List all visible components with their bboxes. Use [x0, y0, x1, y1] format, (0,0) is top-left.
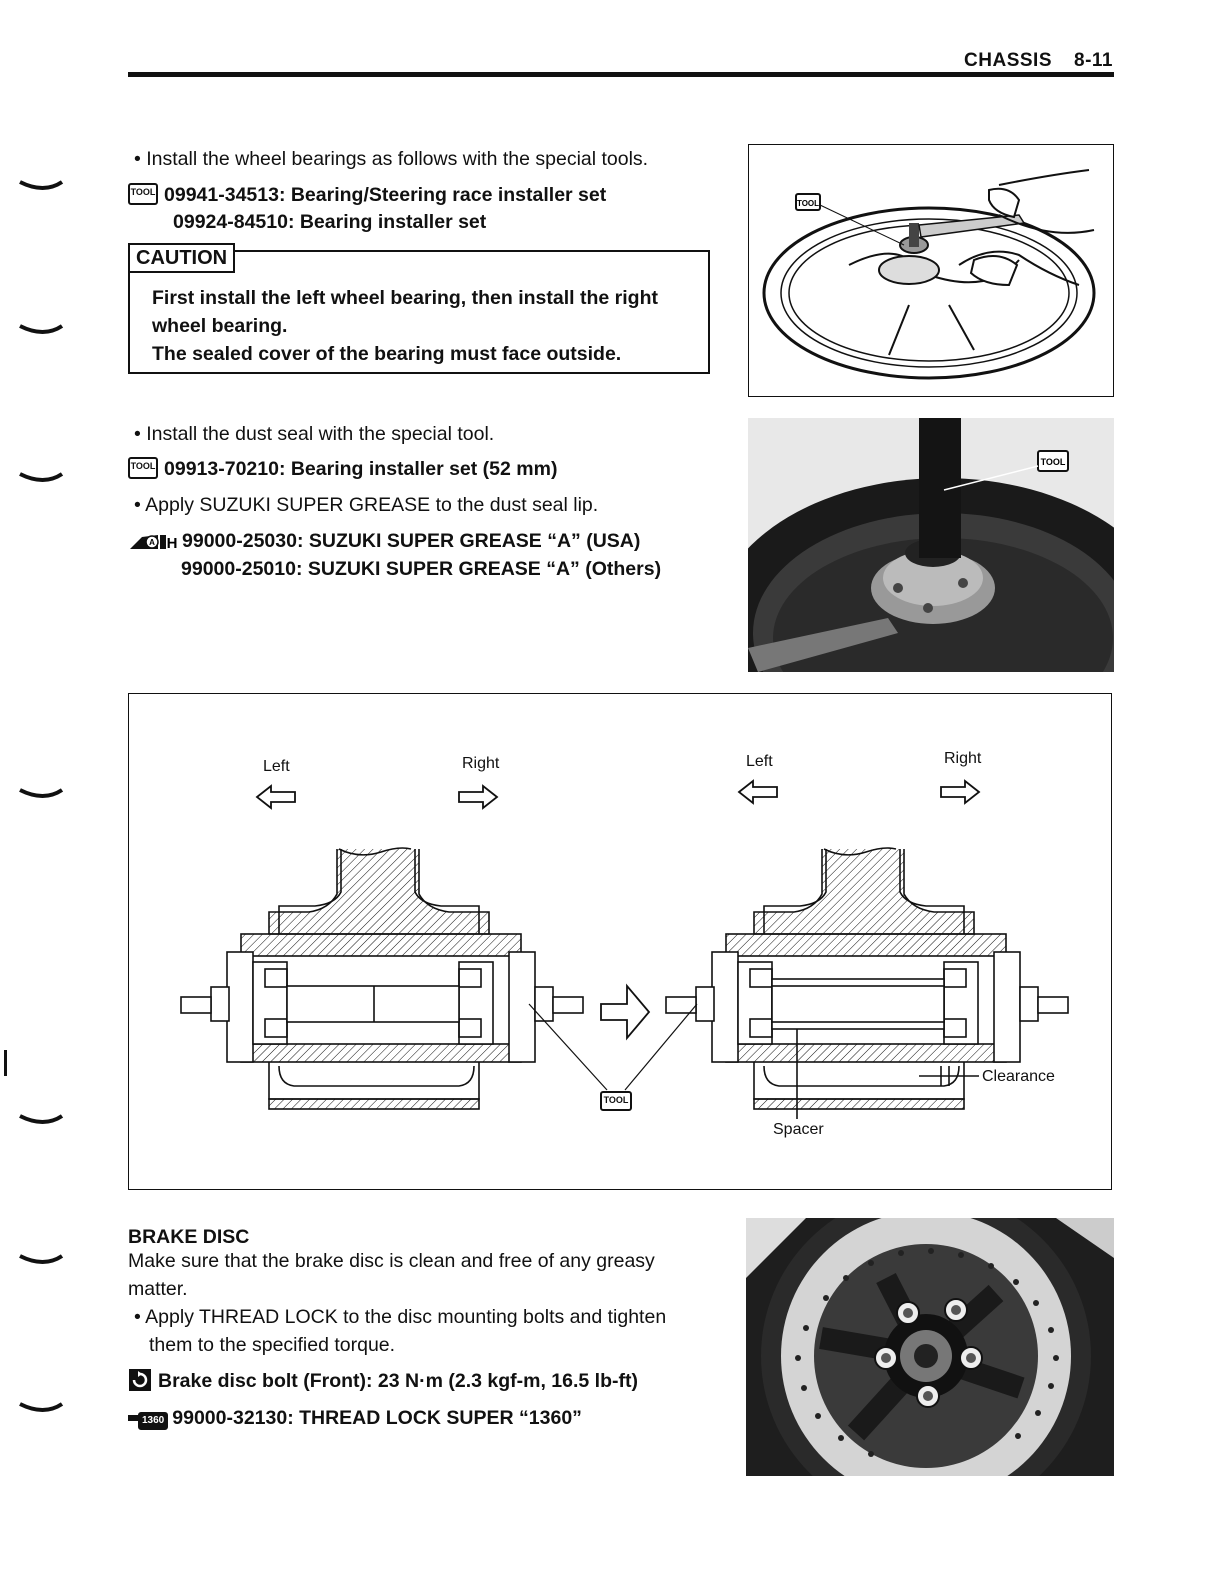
binding-mark [18, 178, 64, 198]
brake-disc-heading: BRAKE DISC [128, 1226, 250, 1248]
page-number: 8-11 [1074, 50, 1113, 71]
svg-text:A: A [149, 537, 155, 547]
thread-lock-line: 99000-32130: THREAD LOCK SUPER “1360” [172, 1407, 582, 1429]
thread-lock-bullet-1: • Apply THREAD LOCK to the disc mounting bolts and tighten [134, 1303, 666, 1331]
caution-line-3: The sealed cover of the bearing must face outside. [152, 343, 622, 365]
left-hub-drawing [181, 848, 583, 1109]
clearance-label: Clearance [982, 1068, 1055, 1085]
caution-line-1: First install the left wheel bearing, then install the right [152, 287, 658, 309]
left-arrow-icon [257, 781, 777, 808]
right-label-2: Right [944, 750, 982, 767]
right-hub-drawing [666, 848, 1068, 1119]
thread-lock-icon: 1360 [128, 1403, 168, 1431]
tool-icon: TOOL [128, 457, 158, 479]
bearing-install-illustration [748, 144, 1114, 397]
svg-text:H: H [166, 534, 178, 551]
binding-mark [18, 786, 64, 806]
thread-lock-bullet-2: them to the specified torque. [149, 1334, 396, 1356]
brake-para-line-1: Make sure that the brake disc is clean and free of any greasy [128, 1250, 655, 1272]
torque-icon [128, 1368, 152, 1392]
bearing-diagram [128, 693, 1112, 1190]
binding-mark [18, 470, 64, 490]
caution-line-2: wheel bearing. [152, 315, 288, 337]
binding-mark [18, 1400, 64, 1420]
binding-mark [18, 1112, 64, 1132]
grease-bullet: • Apply SUZUKI SUPER GREASE to the dust seal lip. [134, 491, 598, 519]
dust-seal-bullet: • Install the dust seal with the special tool. [134, 420, 494, 448]
spacer-label: Spacer [773, 1121, 824, 1138]
grease-line-1: 99000-25030: SUZUKI SUPER GREASE “A” (USA) [182, 530, 641, 552]
left-label-1: Left [263, 758, 290, 775]
tool-line-1: 09941-34513: Bearing/Steering race installer set [164, 184, 607, 206]
brake-para-line-2: matter. [128, 1278, 188, 1300]
dust-seal-tool-line: 09913-70210: Bearing installer set (52 mm) [164, 458, 558, 480]
section-title: CHASSIS [964, 50, 1053, 71]
svg-text:TOOL: TOOL [796, 199, 820, 208]
right-arrow-icon [459, 781, 979, 808]
left-label-2: Left [746, 753, 773, 770]
hub-cross-section [129, 694, 1110, 1188]
brake-disc-photo [746, 1218, 1114, 1476]
dust-seal-photo [748, 418, 1114, 672]
binding-mark [18, 322, 64, 342]
grease-line-2: 99000-25010: SUZUKI SUPER GREASE “A” (Others) [181, 558, 662, 580]
torque-line: Brake disc bolt (Front): 23 N·m (2.3 kgf-m, 16.5 lb-ft) [158, 1370, 638, 1392]
header-rule [128, 72, 1114, 77]
install-bearings-bullet: • Install the wheel bearings as follows with the special tools. [134, 145, 648, 173]
tool-icon: TOOL [128, 183, 158, 205]
tool-icon-label: TOOL [603, 1095, 629, 1105]
margin-mark [4, 1050, 7, 1076]
svg-text:TOOL: TOOL [1040, 457, 1066, 467]
transition-arrow-icon [601, 986, 649, 1038]
right-label-1: Right [462, 755, 500, 772]
caution-label: CAUTION [128, 243, 235, 273]
binding-mark [18, 1252, 64, 1272]
tool-line-2: 09924-84510: Bearing installer set [173, 211, 487, 233]
grease-icon [128, 529, 178, 551]
page-header [964, 50, 1113, 72]
